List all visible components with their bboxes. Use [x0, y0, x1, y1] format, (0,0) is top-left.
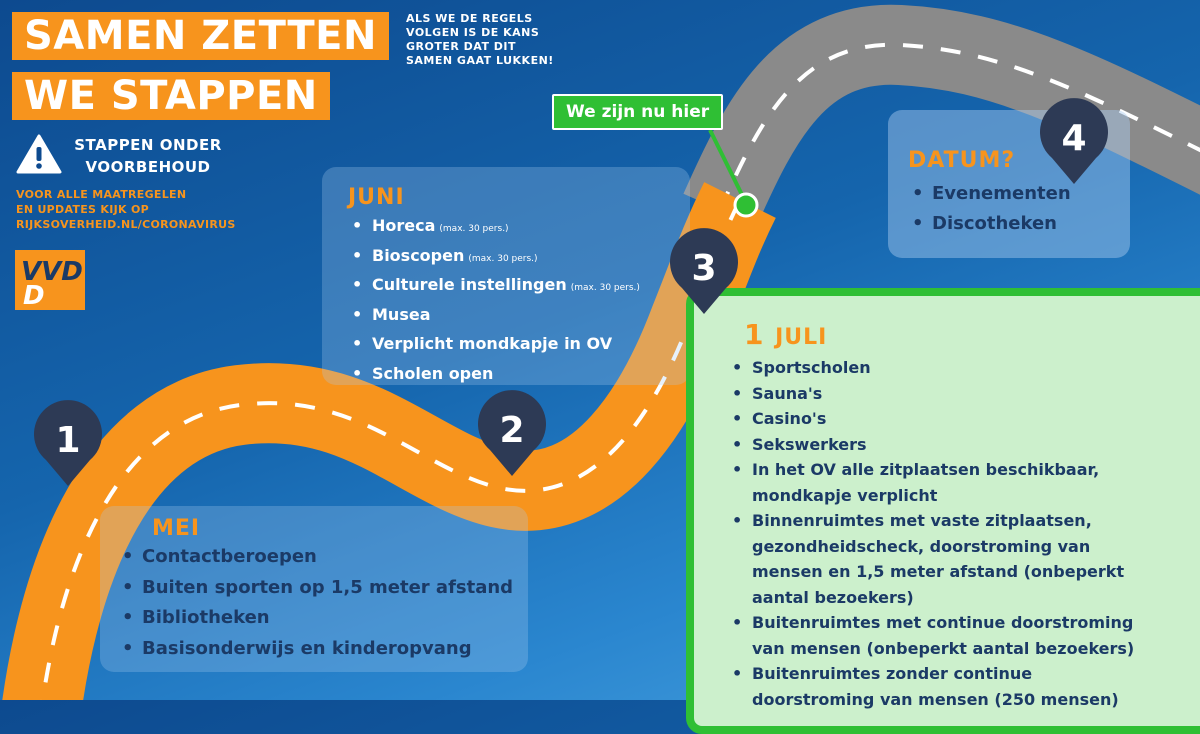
step-pin-4: [1038, 98, 1110, 186]
list-item: • Musea: [348, 302, 640, 332]
svg-text:VVD: VVD: [21, 257, 83, 287]
list-item: • Culturele instellingen (max. 30 pers.): [348, 272, 640, 302]
datum-list: [908, 179, 1071, 239]
panel-juli: [686, 288, 1200, 734]
tagline-line: VOLGEN IS DE KANS: [406, 26, 540, 39]
current-position-label: We zijn nu hier: [552, 94, 723, 130]
juni-list: [348, 213, 640, 390]
info-text: [16, 187, 236, 232]
warning-icon: [16, 134, 62, 174]
list-item: • Binnenruimtes met vaste zitplaatsen, gezondheidscheck, doorstroming van mensen en 1,5 meter afstand (onbeperkt aantal bezoekers): [728, 508, 1158, 610]
juli-heading: [744, 318, 827, 351]
list-item: • Casino's: [728, 406, 1158, 432]
list-item: • Buiten sporten op 1,5 meter afstand: [118, 573, 513, 604]
list-item: • Sekswerkers: [728, 432, 1158, 458]
panel-juni: [322, 167, 690, 385]
datum-heading: DATUM?: [908, 148, 1016, 173]
info-line: RIJKSOVERHEID.NL/CORONAVIRUS: [16, 218, 236, 231]
tagline-line: ALS WE DE REGELS: [406, 12, 533, 25]
list-item: • Buitenruimtes met continue doorstroming van mensen (onbeperkt aantal bezoekers): [728, 610, 1158, 661]
svg-text:4: 4: [1061, 118, 1087, 159]
list-item: • Discotheken: [908, 209, 1071, 239]
list-item: • Scholen open: [348, 361, 640, 391]
juli-heading-number: 1: [744, 318, 765, 351]
list-item: • Bibliotheken: [118, 603, 513, 634]
warning-line: VOORBEHOUD: [85, 158, 211, 176]
list-item: • Contactberoepen: [118, 542, 513, 573]
list-item: • Verplicht mondkapje in OV: [348, 331, 640, 361]
list-item: • Basisonderwijs en kinderopvang: [118, 634, 513, 665]
info-line: EN UPDATES KIJK OP: [16, 203, 149, 216]
svg-text:1: 1: [55, 420, 81, 461]
list-item: • In het OV alle zitplaatsen beschikbaar, mondkapje verplicht: [728, 457, 1158, 508]
warning-text: [62, 134, 234, 178]
tagline-line: SAMEN GAAT LUKKEN!: [406, 54, 554, 67]
mei-list: [118, 542, 513, 664]
juni-heading: JUNI: [348, 185, 405, 210]
warning-line: STAPPEN ONDER: [74, 136, 222, 154]
svg-text:D: D: [23, 281, 45, 310]
svg-text:3: 3: [691, 248, 717, 289]
list-item: • Evenementen: [908, 179, 1071, 209]
step-pin-3: [668, 228, 740, 316]
vvd-logo: [15, 250, 85, 310]
step-pin-2: [476, 390, 548, 478]
list-item: • Buitenruimtes zonder continue doorstroming van mensen (250 mensen): [728, 661, 1158, 712]
svg-text:2: 2: [499, 410, 525, 451]
list-item: • Sportscholen: [728, 355, 1158, 381]
tagline-line: GROTER DAT DIT: [406, 40, 517, 53]
panel-mei: [100, 506, 528, 672]
info-line: VOOR ALLE MAATREGELEN: [16, 188, 187, 201]
juli-list: [728, 355, 1158, 712]
marker-dot: [735, 194, 757, 216]
vvd-logo-mark: [15, 250, 85, 310]
tagline: [406, 12, 554, 68]
list-item: • Horeca (max. 30 pers.): [348, 213, 640, 243]
title-line-1: SAMEN ZETTEN: [12, 12, 389, 60]
list-item: • Bioscopen (max. 30 pers.): [348, 243, 640, 273]
list-item: • Sauna's: [728, 381, 1158, 407]
juli-heading-text: JULI: [775, 325, 828, 350]
mei-heading: MEI: [152, 516, 201, 541]
step-pin-1: [32, 400, 104, 488]
title-line-2: WE STAPPEN: [12, 72, 330, 120]
